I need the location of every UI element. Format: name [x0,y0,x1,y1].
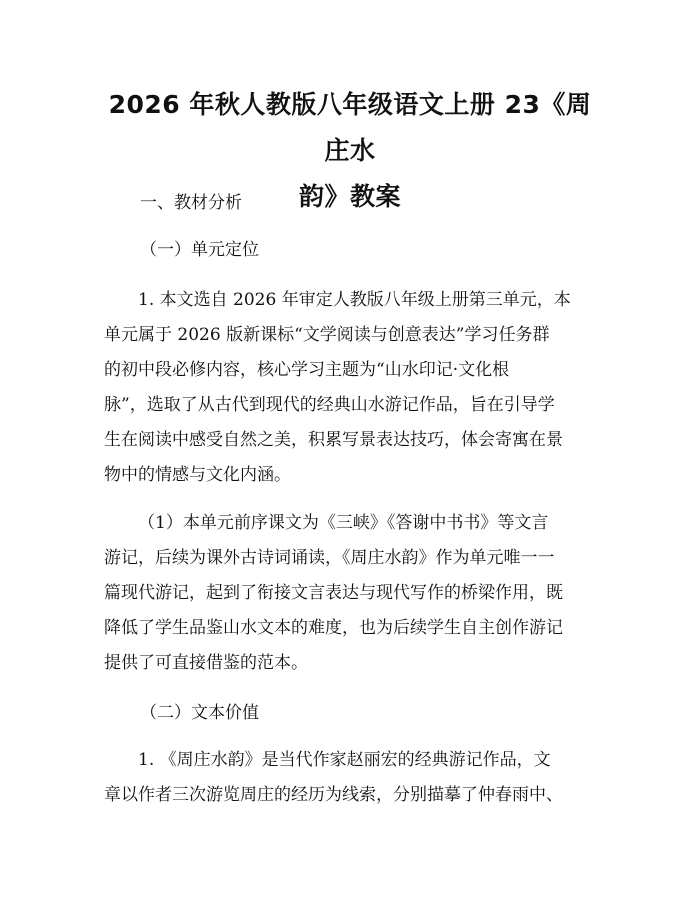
section-heading-teaching-material-analysis: 一、教材分析 [140,193,242,213]
subsection-heading-text-value: （二）文本价值 [140,703,259,723]
paragraph-text-value [104,743,604,813]
paragraph-line: （1）本单元前序课文为《三峡》《答谢中书书》等文言 [138,513,549,533]
paragraph-line: 降低了学生品鉴山水文本的难度，也为后续学生自主创作游记 [104,618,563,638]
title-line-1: 2026 年秋人教版八年级语文上册 23《周庄水 [108,90,592,165]
paragraph-unit-sequence [104,506,604,681]
paragraph-line: 游记，后续为课外古诗词诵读，《周庄水韵》作为单元唯一一 [104,548,555,568]
paragraph-line: 1. 《周庄水韵》是当代作家赵丽宏的经典游记作品，文 [138,750,551,770]
paragraph-line: 提供了可直接借鉴的范本。 [104,653,308,673]
title-line-2: 韵》教案 [298,182,401,211]
paragraph-line: 1. 本文选自 2026 年审定人教版八年级上册第三单元，本 [138,290,571,310]
paragraph-line: 生在阅读中感受自然之美，积累写景表达技巧，体会寄寓在景 [104,430,563,450]
paragraph-line: 篇现代游记，起到了衔接文言表达与现代写作的桥梁作用，既 [104,583,563,603]
paragraph-line: 物中的情感与文化内涵。 [104,465,291,485]
paragraph-line: 章以作者三次游览周庄的经历为线索，分别描摹了仲春雨中、 [104,785,563,805]
subsection-heading-unit-positioning: （一）单元定位 [140,240,259,260]
paragraph-line: 的初中段必修内容，核心学习主题为“山水印记·文化根 [104,360,510,380]
paragraph-line: 脉”，选取了从古代到现代的经典山水游记作品，旨在引导学 [104,395,555,415]
paragraph-line: 单元属于 2026 版新课标“文学阅读与创意表达”学习任务群 [104,325,550,345]
paragraph-unit-positioning [104,283,604,493]
